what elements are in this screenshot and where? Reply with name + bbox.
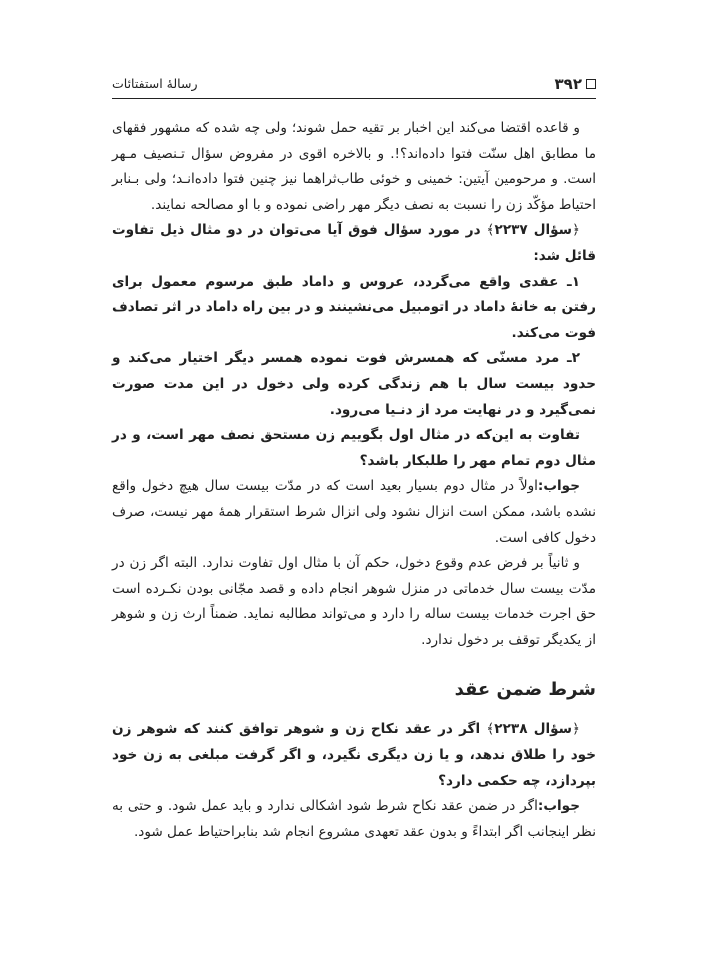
answer-label: جواب: xyxy=(537,478,580,495)
square-bullet-icon xyxy=(586,79,596,89)
question-2238 xyxy=(112,717,596,794)
open-bracket: ﴿ xyxy=(572,222,581,239)
running-title: رسالهٔ استفتائات xyxy=(112,76,198,91)
close-bracket: ﴾ xyxy=(486,721,495,738)
answer-text: اولاً در مثال دوم بسیار بعید است که در مدّت بیست سال هیچ دخول واقع نشده باشد، ممکن است انزال نشود ولی انزال شرط استقرار همهٔ مهر نیست، صرف دخول کافی است. xyxy=(112,478,596,546)
question-2237 xyxy=(112,218,596,269)
page-number xyxy=(555,74,596,94)
open-bracket: ﴿ xyxy=(572,721,581,738)
answer-2237 xyxy=(112,474,596,551)
question-label: سؤال ۲۲۳۷ xyxy=(494,222,573,239)
question-difference xyxy=(112,423,596,474)
paragraph-text: و ثانیاً بر فرض عدم وقوع دخول، حکم آن با مثال اول تفاوت ندارد. البته اگر زن در مدّت بیست سال خدماتی در منزل شوهر انجام داده و قصد مجّانی بودن نکـرده است حق اجرت خدمات بیست ساله را دارد و می‌تواند مطالبه نماید. ضمناً ارث زن و شوهر از یکدیگر توقف بر دخول ندارد. xyxy=(112,555,596,648)
page-header xyxy=(112,74,596,98)
paragraph-text: و قاعده اقتضا می‌کند این اخبار بر تقیه حمل شوند؛ ولی چه شده که مشهور فقهای ما مطابق اهل سنّت فتوا داده‌اند؟!. و بالاخره اقوی در مفروض سؤال تـنصیف مـهر است. و مرحومین آیتین: خمینی و خوئی طاب‌ثراهما نیز چنین فتوا داده‌انـد؛ ولی بـنابر احتیاط مؤکّد زن را نسبت به نصف دیگر مهر راضی نموده و با او مصالحه نمایند. xyxy=(112,120,596,213)
page-number-text: ۳۹۲ xyxy=(554,75,582,93)
example-one xyxy=(112,270,596,347)
paragraph-intro xyxy=(112,116,596,218)
answer-2238 xyxy=(112,794,596,845)
paragraph-text: تفاوت به این‌که در مثال اول بگوییم زن مستحق نصف مهر است، و در مثال دوم تمام مهر را طلبکار باشد؟ xyxy=(112,427,596,469)
example-two xyxy=(112,346,596,423)
answer-label: جواب: xyxy=(537,798,580,815)
answer-text: اگر در ضمن عقد نکاح شرط شود اشکالی ندارد و باید عمل شود. و حتی به نظر اینجانب اگر ابتداءً و بدون عقد تعهدی مشروع انجام شد بنابراحتیاط عمل شود. xyxy=(112,798,596,840)
close-bracket: ﴾ xyxy=(486,222,495,239)
question-text: در مورد سؤال فوق آیا می‌توان در دو مثال ذیل تفاوت قائل شد: xyxy=(112,222,596,264)
header-divider xyxy=(112,98,596,99)
paragraph-text: ۱ـ عقدی واقع می‌گردد، عروس و داماد طبق مرسوم معمول برای رفتن به خانهٔ داماد در اتومبیل می‌نشینند و در بین راه داماد در اثر تصادف فوت می‌کند. xyxy=(112,273,596,341)
question-text: اگر در عقد نکاح زن و شوهر توافق کنند که شوهر زن خود را طلاق ندهد، و یا زن دیگری نگیرد، و اگر گرفت مبلغی به زن خود بپردازد، چه حکمی دارد؟ xyxy=(112,721,596,789)
section-heading: شرط ضمن عقد xyxy=(454,679,596,701)
body-text xyxy=(112,116,596,845)
question-label: سؤال ۲۲۳۸ xyxy=(494,721,573,738)
paragraph-text: ۲ـ مرد مسنّی که همسرش فوت نموده همسر دیگر اختیار می‌کند و حدود بیست سال با هم زندگی کرده ولی دخول در این مدت صورت نمی‌گیرد و در نهایت مرد از دنـیا می‌رود. xyxy=(112,350,596,418)
answer-2237-continued xyxy=(112,551,596,653)
